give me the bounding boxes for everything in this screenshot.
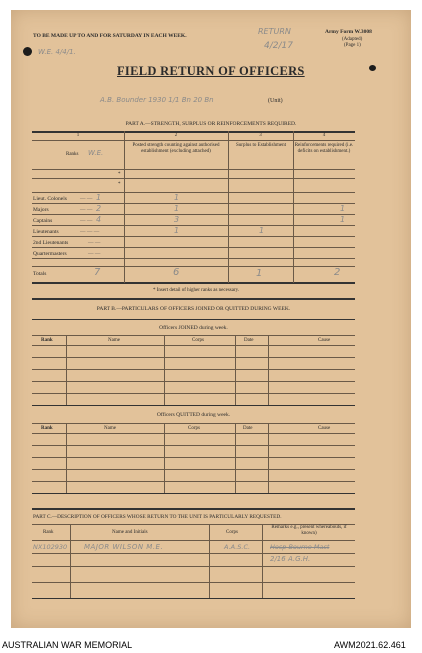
dash-leaders: — — [88,240,101,246]
punch-hole-right [369,65,376,71]
joined-col-name: Name [108,338,120,343]
joined-col-date: Date [244,338,254,343]
handwritten-date-right: 4/2/17 [264,41,293,51]
hw-posted: 1 [174,204,180,213]
hw-surplus: 1 [259,226,265,235]
form-title: FIELD RETURN OF OFFICERS [117,64,305,78]
handwritten-return: RETURN [258,27,291,36]
hw-count: 4 [96,215,102,224]
col-header-ranks: Ranks [66,152,79,157]
handwritten-unit: A.B. Bounder 1930 1/1 Bn 20 Bn [100,96,214,104]
hw-posted: 1 [174,226,180,235]
quitted-col-date: Date [243,426,253,431]
quitted-col-rank: Rank [41,426,53,431]
dash-leaders: — — [80,196,93,202]
part-c-col-rank: Rank [43,530,54,535]
col-header-surplus: Surplus to Establishment [236,143,286,148]
hw-posted: 3 [174,215,180,224]
quitted-col-corps: Corps [188,426,200,431]
army-form-page: (Page 1) [344,43,361,48]
handwritten-week-ending: W.E. 4/4/1. [38,48,76,56]
hw-posted: 1 [174,193,180,202]
joined-heading: Officers JOINED during week. [159,325,228,331]
asterisk-1: * [118,172,121,177]
quitted-col-name: Name [104,426,116,431]
part-a-footnote: * Insert detail of higher ranks as necessary. [153,288,240,293]
col-number-4: 4 [322,133,326,138]
army-form-number: Army Form W.3008 [325,29,372,35]
rank-label: Majors [33,207,49,213]
part-c-col-corps: Corps [226,530,238,535]
joined-col-cause: Cause [318,338,331,343]
army-form-adapted: (Adapted) [342,37,363,42]
part-c-col-name: Name and Initials [112,530,148,535]
rank-label: 2nd Lieutenants [33,240,69,246]
dash-leaders: — — [88,251,101,257]
asterisk-2: * [118,182,121,187]
hw-total-surplus: 1 [256,268,263,279]
part-a-heading: PART A.—STRENGTH, SURPLUS OR REINFORCEMENTS REQUIRED. [125,121,297,127]
dash-leaders: — — [80,207,93,213]
hw-count: 1 [96,193,102,202]
rank-label: Lieutenants [33,229,59,235]
col-header-reinforcements: Reinforcements required (i.e. deficits on establishment.) [294,143,354,154]
joined-col-corps: Corps [192,338,204,343]
hw-total-posted: 6 [173,267,180,278]
archive-caption-left: AUSTRALIAN WAR MEMORIAL [2,640,133,650]
part-b-heading: PART B.—PARTICULARS OF OFFICERS JOINED OR QUITTED DURING WEEK. [96,306,291,312]
hw-reinf: 1 [340,215,346,224]
part-c-remark-struck: Hosp Bourne Mast [270,543,330,551]
part-c-col-remarks: Remarks e.g., present whereabouts, if known) [271,525,347,536]
archive-caption-right: AWM2021.62.461 [334,640,406,650]
rank-label: Quartermasters [33,251,67,257]
form-instruction: TO BE MADE UP TO AND FOR SATURDAY IN EACH WEEK. [33,33,187,39]
part-c-rank-value: NX102930 [33,543,68,551]
quitted-col-cause: Cause [318,426,331,431]
part-c-name-value: MAJOR WILSON M.E. [84,543,164,551]
col-header-posted: Posted strength counting against authorised establishment (excluding attached) [132,143,220,154]
rank-label: Captains [33,218,53,224]
handwritten-ranks-we: W.E. [88,149,104,157]
unit-label: (Unit) [268,98,283,104]
part-c-heading: PART C.—DESCRIPTION OF OFFICERS WHOSE RETURN TO THE UNIT IS PARTICULARLY REQUESTED. [33,514,282,520]
hw-total-reinf: 2 [334,267,341,278]
quitted-heading: Officers QUITTED during week. [156,412,231,418]
col-number-3: 3 [259,133,262,138]
dash-leaders: — — — [80,229,100,235]
col-number-2: 2 [174,133,178,138]
punch-hole-left [23,47,32,56]
col-number-1: 1 [76,133,80,138]
part-c-corps-value: A.A.S.C. [224,543,251,551]
part-c-remark-value: 2/16 A.G.H. [270,555,311,563]
hw-count: 2 [96,204,102,213]
hw-reinf: 1 [340,204,346,213]
rank-label: Lieut. Colonels [33,196,67,202]
dash-leaders: — — [80,218,93,224]
totals-label: Totals [33,271,47,277]
joined-col-rank: Rank [41,338,53,343]
hw-total-count: 7 [94,267,101,278]
